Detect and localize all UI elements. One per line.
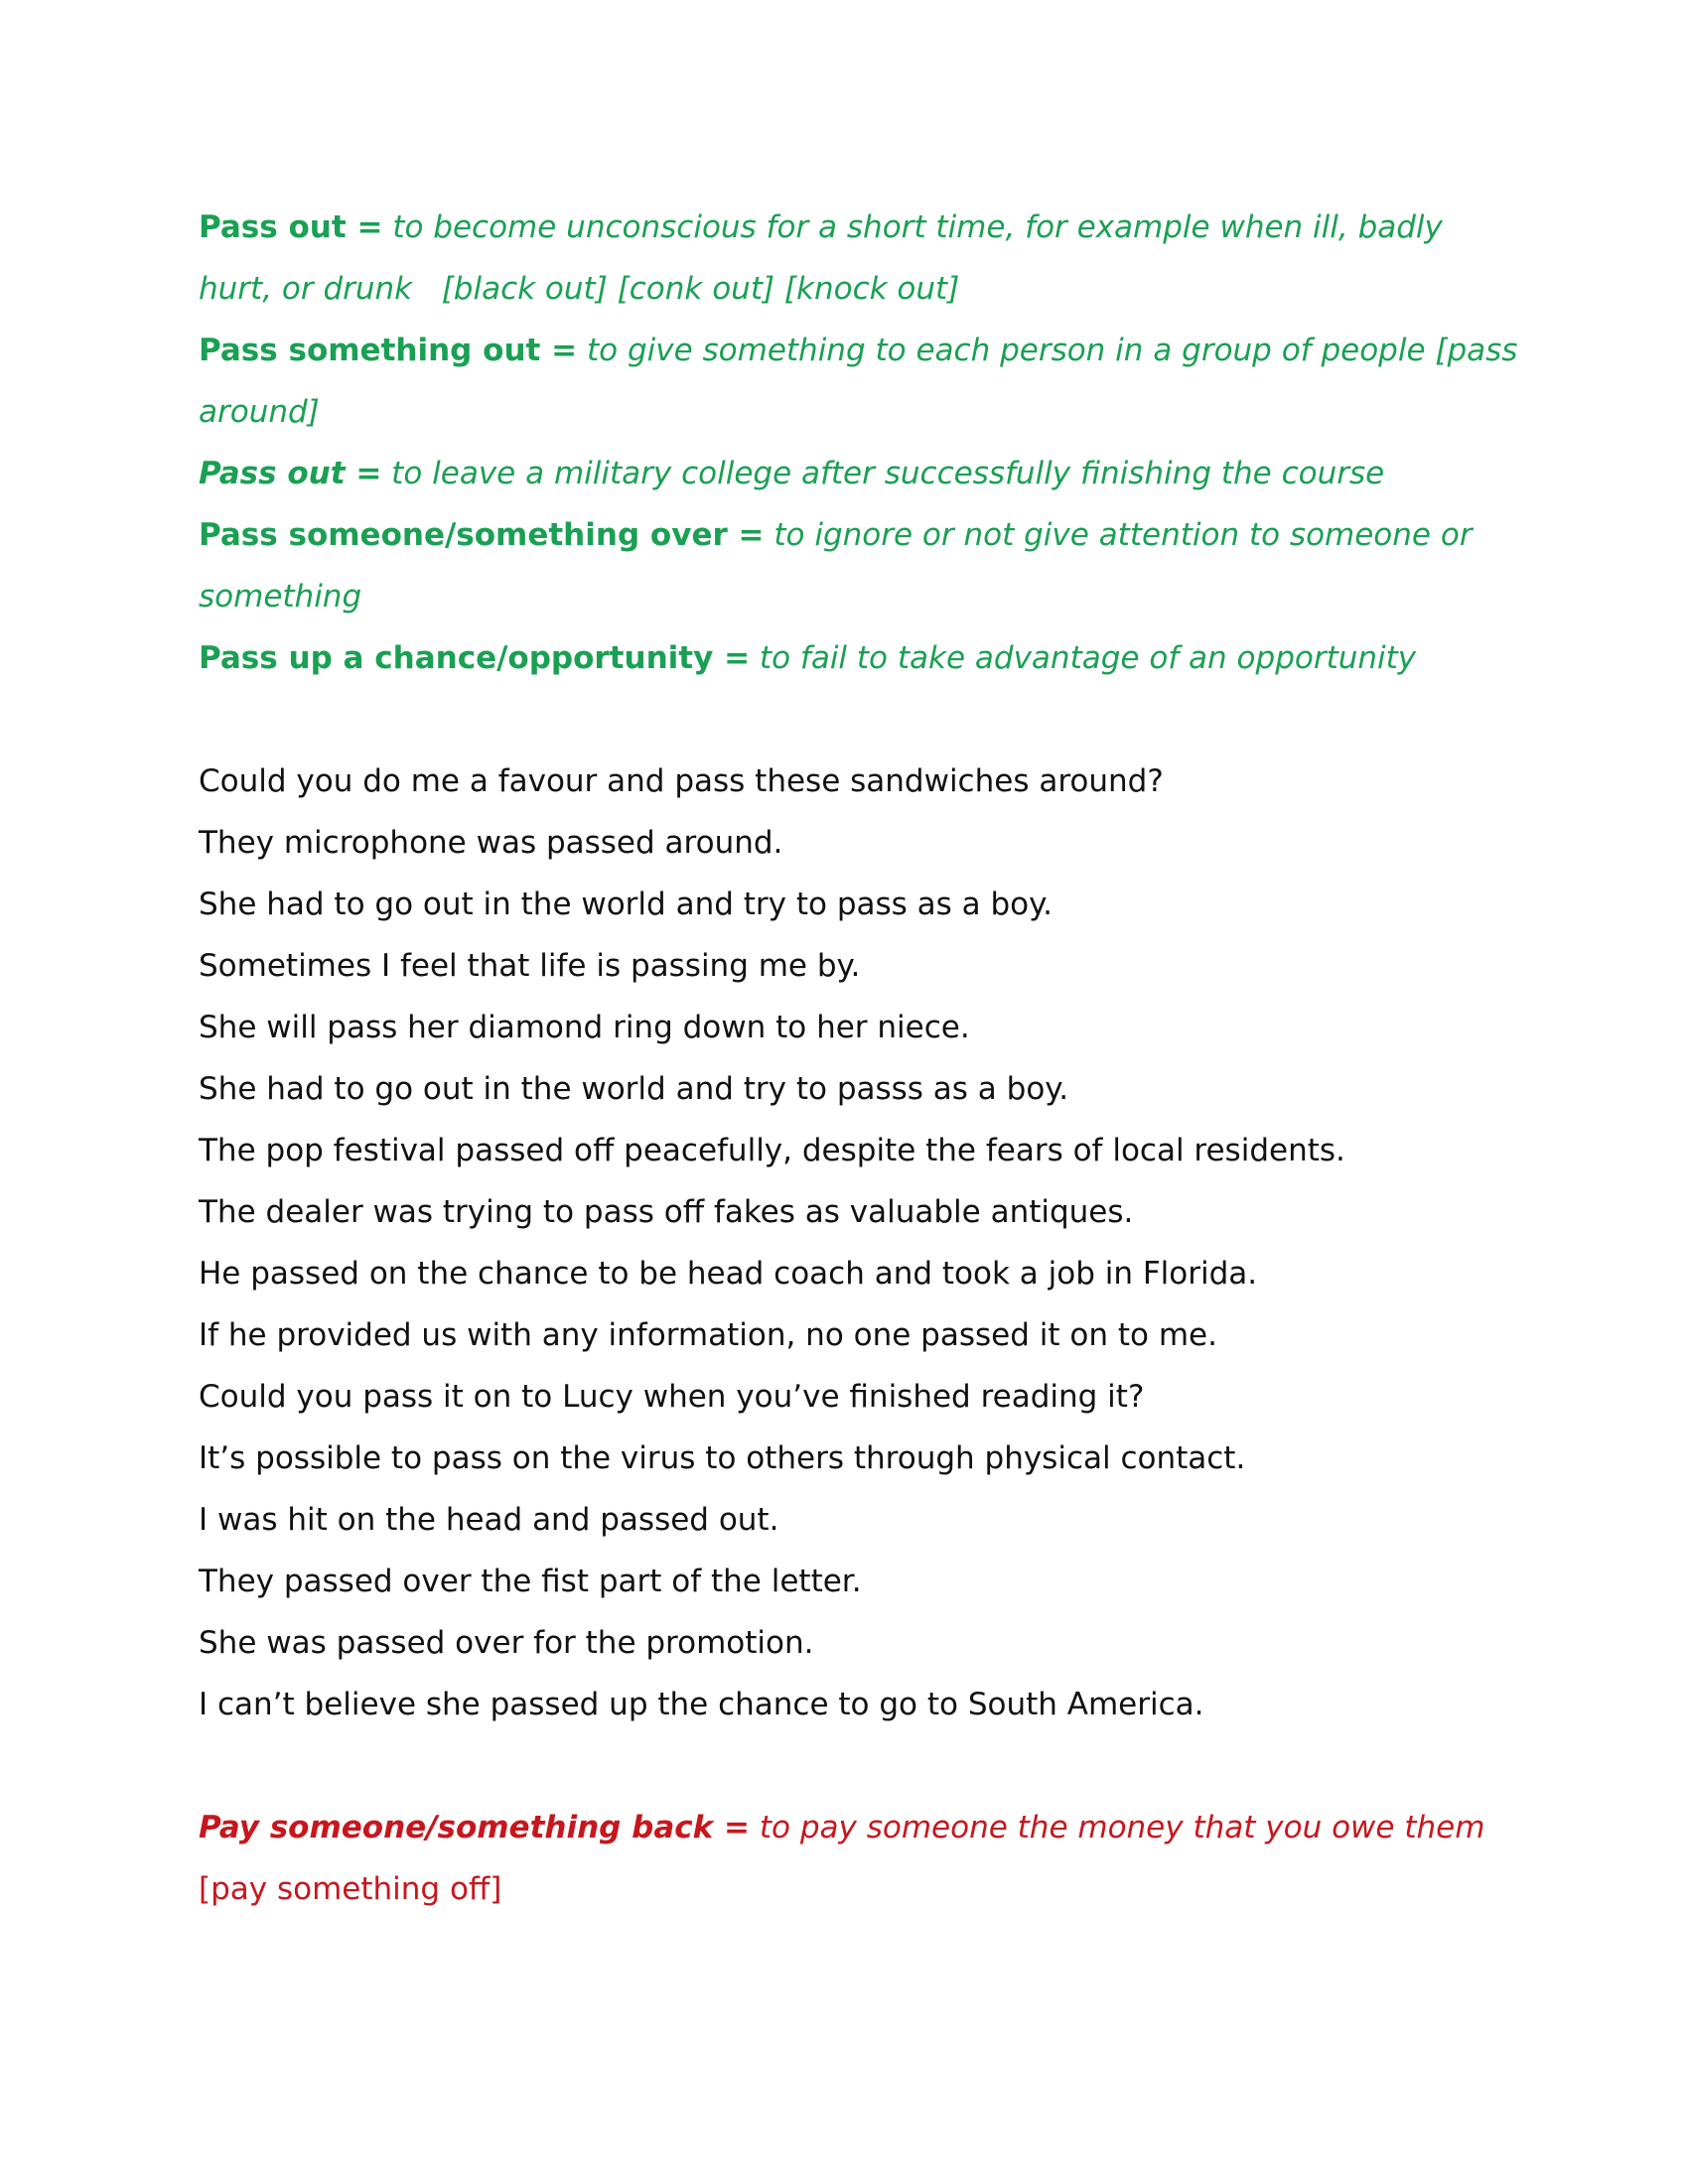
definition-term: Pass something out =	[199, 333, 578, 368]
definition-text: [pay something off]	[199, 1871, 502, 1907]
example-sentence: She had to go out in the world and try to passs as a boy.	[199, 1071, 1069, 1107]
example-sentence: She had to go out in the world and try to pass as a boy.	[199, 887, 1053, 922]
definition-text: to fail to take advantage of an opportunity	[750, 640, 1417, 676]
example-sentence: It’s possible to pass on the virus to others through physical contact.	[199, 1440, 1246, 1476]
example-sentence: She will pass her diamond ring down to her niece.	[199, 1010, 970, 1045]
definition-red-block	[199, 1797, 1489, 1920]
definition-term: Pass out =	[199, 456, 382, 491]
example-sentence: Could you pass it on to Lucy when you’ve finished reading it?	[199, 1379, 1145, 1415]
definitions-green-block	[199, 197, 1518, 689]
example-sentence: They passed over the fist part of the letter.	[199, 1564, 862, 1599]
definition-line	[199, 1797, 1489, 1858]
definition-continuation	[199, 258, 1489, 320]
definition-continuation	[199, 566, 1489, 627]
example-sentence: The pop festival passed off peacefully, despite the fears of local residents.	[199, 1133, 1345, 1168]
example-sentence: Could you do me a favour and pass these sandwiches around?	[199, 763, 1164, 799]
example-sentence: I can’t believe she passed up the chance to go to South America.	[199, 1687, 1204, 1722]
definition-line	[199, 504, 1489, 566]
example-sentence: I was hit on the head and passed out.	[199, 1502, 779, 1538]
example-sentence: The dealer was trying to pass off fakes as valuable antiques.	[199, 1194, 1134, 1230]
document-page	[199, 197, 1518, 1920]
definition-text: something	[199, 579, 362, 614]
definition-line	[199, 627, 1489, 689]
definition-term: Pass someone/something over =	[199, 517, 765, 553]
example-sentence: He passed on the chance to be head coach and took a job in Florida.	[199, 1256, 1258, 1292]
definition-text: around]	[199, 394, 320, 430]
examples-block	[199, 751, 1489, 1735]
definition-term: Pass up a chance/opportunity =	[199, 640, 751, 676]
definition-text: hurt, or drunk [black out] [conk out] [knock out]	[199, 271, 960, 307]
definition-text: to leave a military college after successfully finishing the course	[381, 456, 1385, 491]
definition-line	[199, 320, 1518, 381]
definition-text: to give something to each person in a group of people [pass	[577, 333, 1518, 368]
spacer	[199, 1735, 1489, 1797]
example-sentence: Sometimes I feel that life is passing me by.	[199, 948, 861, 984]
definition-text: to pay someone the money that you owe them	[750, 1810, 1485, 1845]
definition-text: to ignore or not give attention to someone or	[764, 517, 1473, 553]
definition-term: Pay someone/something back =	[199, 1810, 751, 1845]
definition-term: Pass out =	[199, 209, 383, 245]
definition-continuation	[199, 381, 1489, 443]
definition-continuation	[199, 1858, 1489, 1920]
example-sentence: She was passed over for the promotion.	[199, 1625, 814, 1661]
spacer	[199, 689, 1489, 751]
definition-line	[199, 443, 1489, 504]
example-sentence: They microphone was passed around.	[199, 825, 783, 861]
example-sentence: If he provided us with any information, no one passed it on to me.	[199, 1317, 1217, 1353]
definition-text: to become unconscious for a short time, for example when ill, badly	[382, 209, 1443, 245]
definition-line	[199, 197, 1489, 258]
